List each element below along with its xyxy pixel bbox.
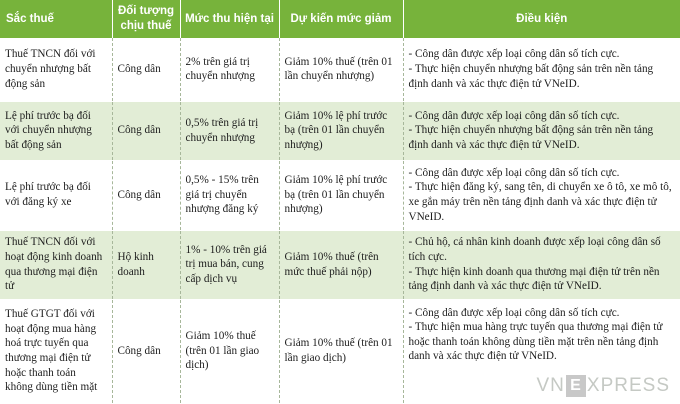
table-row [0,38,680,101]
cell-conditions [403,160,680,230]
cell-tax: Lệ phí trước bạ đối với đăng ký xe [0,160,112,230]
vnexpress-logo [537,375,671,397]
cell-subject: Công dân [112,299,180,403]
cell-current: Giảm 10% thuế (trên 01 lần giao dịch) [180,299,279,403]
header-current: Mức thu hiện tại [180,0,279,38]
header-tax: Sắc thuế [0,0,112,38]
logo-mark: E [566,375,586,397]
cell-current: 2% trên giá trị chuyển nhượng [180,38,279,101]
cell-proposed: Giảm 10% lệ phí trước bạ (trên 01 lần chuyển nhượng) [279,101,403,160]
header-condition: Điều kiện [403,0,680,38]
condition-line: - Chủ hộ, cá nhân kinh doanh được xếp loại công dân số tích cực. [408,236,661,263]
table-row [0,160,680,230]
table-row [0,230,680,299]
cell-conditions [403,101,680,160]
cell-proposed: Giảm 10% thuế (trên 01 lần giao dịch) [279,299,403,403]
condition-line: - Thực hiện đăng ký, sang tên, di chuyển xe ô tô, xe mô tô, xe gắn máy trên nền tảng định danh và xác thực điện tử VNeID. [408,181,672,223]
condition-line: - Công dân được xếp loại công dân số tích cực. [408,166,620,179]
condition-line: - Thực hiện chuyển nhượng bất động sản trên nền tảng định danh và xác thực điện tử VNeID. [408,62,654,90]
condition-line: - Công dân được xếp loại công dân số tích cực. [408,306,620,319]
header-subject: Đối tượng chịu thuế [112,0,180,38]
cell-subject: Công dân [112,160,180,230]
cell-subject: Công dân [112,38,180,101]
condition-line: - Thực hiện mua hàng trực tuyến qua thương mại điện tử hoặc thanh toán không dùng tiền mặt trên nền tảng định danh và xác thực điện tử VNeID. [408,321,663,363]
condition-line: - Thực hiện chuyển nhượng bất động sản trên nền tảng định danh và xác thực điện tử VNeID. [408,124,654,151]
condition-line: - Công dân được xếp loại công dân số tích cực. [408,109,620,122]
cell-tax: Thuế TNCN đối với hoạt động kinh doanh qua thương mại điện tử [0,230,112,299]
table-row [0,101,680,160]
logo-text-right: XPRESS [586,375,670,396]
cell-current: 1% - 10% trên giá trị mua bán, cung cấp dịch vụ [180,230,279,299]
cell-conditions [403,38,680,101]
logo-text-left: VN [536,375,565,396]
header-proposed: Dự kiến mức giảm [279,0,403,38]
cell-proposed: Giảm 10% thuế (trên 01 lần chuyển nhượng) [279,38,403,101]
cell-tax: Thuế TNCN đối với chuyển nhượng bất động sản [0,38,112,101]
cell-current: 0,5% - 15% trên giá trị chuyển nhượng đăng ký [180,160,279,230]
cell-proposed: Giảm 10% lệ phí trước bạ (trên 01 lần chuyển nhượng) [279,160,403,230]
condition-line: - Thực hiện kinh doanh qua thương mại điện tử trên nền tảng định danh và xác thực điện tử VNeID. [408,265,660,293]
cell-subject: Công dân [112,101,180,160]
cell-subject: Hộ kinh doanh [112,230,180,299]
condition-line: - Công dân được xếp loại công dân số tích cực. [408,48,620,61]
table-header-row [0,0,680,38]
cell-current: 0,5% trên giá trị chuyển nhượng [180,101,279,160]
cell-tax: Thuế GTGT đối với hoạt động mua hàng hoá trực tuyến qua thương mại điện tử hoặc thanh toán không dùng tiền mặt [0,299,112,403]
cell-tax: Lệ phí trước bạ đối với chuyển nhượng bất động sản [0,101,112,160]
cell-proposed: Giảm 10% thuế (trên mức thuế phải nộp) [279,230,403,299]
cell-conditions [403,230,680,299]
